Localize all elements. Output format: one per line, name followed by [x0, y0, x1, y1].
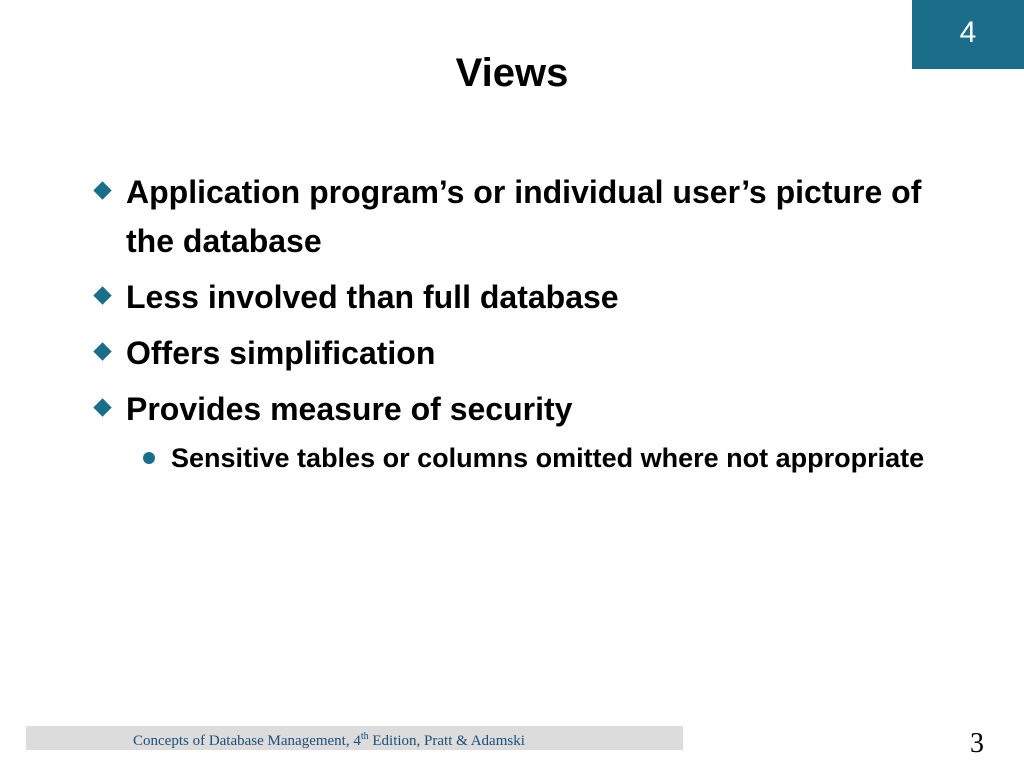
footer-text	[133, 731, 525, 750]
dot-bullet-icon	[143, 452, 155, 464]
bullet-text: Provides measure of security	[126, 391, 573, 427]
sub-bullet-list	[126, 438, 950, 478]
bullet-text: Offers simplification	[126, 335, 436, 371]
chapter-number: 4	[959, 16, 977, 49]
bullet-item	[90, 273, 950, 322]
page-number: 3	[970, 728, 984, 759]
sub-bullet-item	[126, 438, 950, 478]
bullet-item	[90, 385, 950, 478]
diamond-bullet-icon	[93, 286, 111, 304]
bullet-list	[90, 168, 950, 485]
sub-bullet-text: Sensitive tables or columns omitted where not appropriate	[171, 443, 925, 473]
footer-text-after: Edition, Pratt & Adamski	[368, 733, 525, 749]
diamond-bullet-icon	[93, 181, 111, 199]
bullet-item	[90, 168, 950, 266]
diamond-bullet-icon	[93, 342, 111, 360]
diamond-bullet-icon	[93, 398, 111, 416]
bullet-text: Application program’s or individual user’s picture of the database	[126, 174, 922, 259]
footer-superscript: th	[360, 731, 369, 742]
footer-text-before: Concepts of Database Management, 4	[133, 733, 361, 749]
slide-title: Views	[455, 51, 569, 95]
bullet-item	[90, 329, 950, 378]
bullet-text: Less involved than full database	[126, 279, 619, 315]
